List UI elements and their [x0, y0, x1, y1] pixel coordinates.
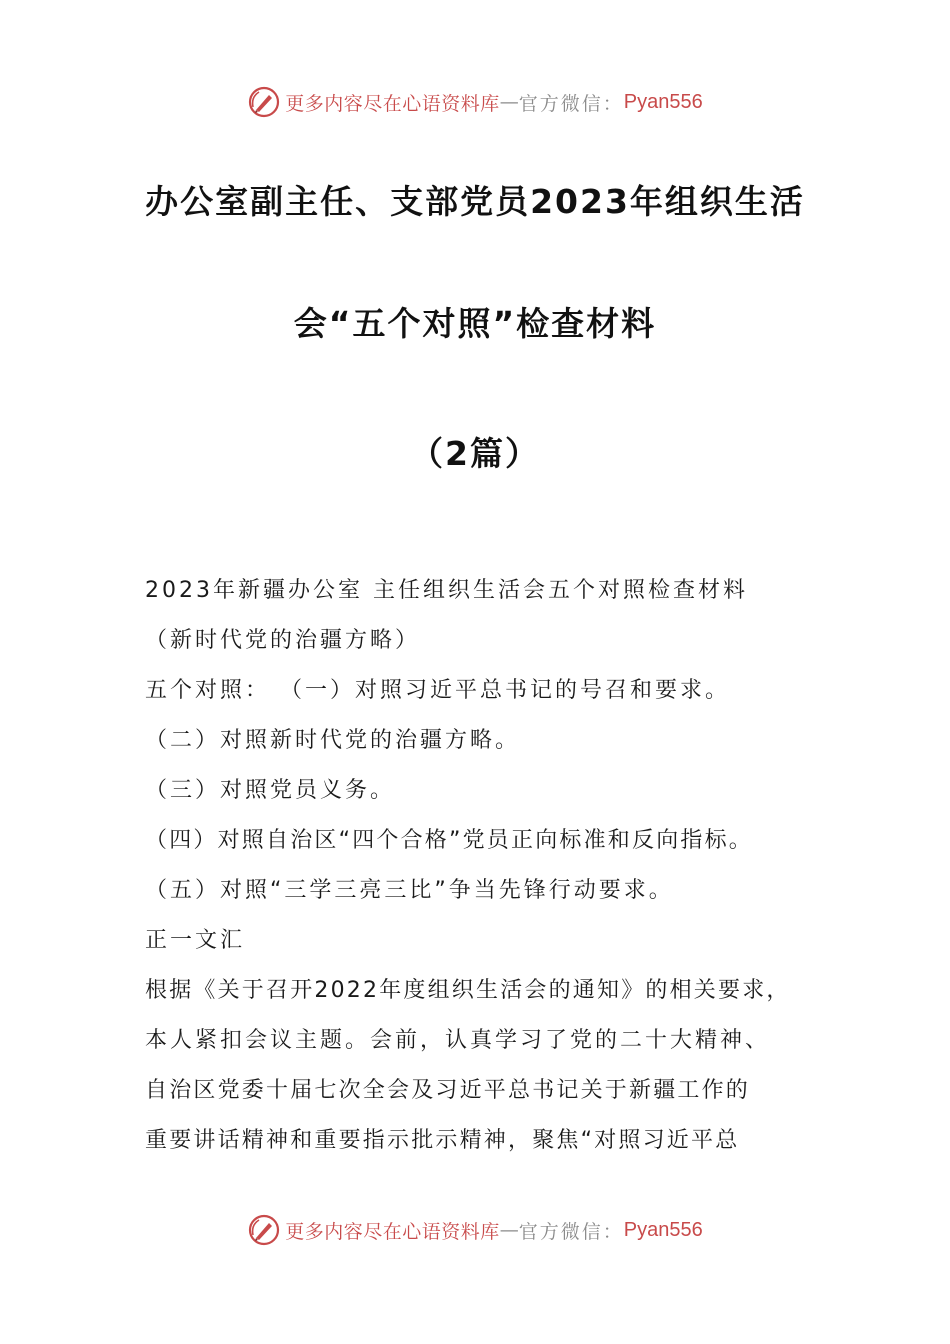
watermark-handle: Pyan556 — [623, 90, 703, 113]
watermark-dash: — — [499, 91, 519, 113]
body-paragraph-line: 根据《关于召开2022年度组织生活会的通知》的相关要求， — [145, 978, 791, 1003]
header-watermark — [0, 82, 950, 122]
pen-logo-icon — [247, 1213, 281, 1247]
body-paragraph-line: 重要讲话精神和重要指示批示精神，聚焦“对照习近平总 — [145, 1128, 740, 1153]
footer-watermark — [0, 1210, 950, 1250]
body-line-item-4: （四）对照自治区“四个合格”党员正向标准和反向指标。 — [145, 828, 753, 853]
watermark-wechat-label: 官方微信： — [518, 92, 624, 115]
document-body — [145, 566, 815, 1166]
body-line-item-3: （三）对照党员义务。 — [145, 778, 396, 803]
body-line-subtitle: 2023年新疆办公室 主任组织生活会五个对照检查材料 — [145, 578, 748, 603]
document-title-line-1: 办公室副主任、支部党员2023年组织生活 — [145, 182, 805, 221]
body-line-item-5: （五）对照“三学三亮三比”争当先锋行动要求。 — [145, 878, 674, 903]
body-line-item-2: （二）对照新时代党的治疆方略。 — [145, 728, 521, 753]
watermark-lead-text: 更多内容尽在心语资料库 — [285, 92, 500, 115]
document-title-count: （2篇） — [410, 434, 540, 473]
watermark-dash: — — [499, 1219, 519, 1241]
body-paragraph-line: 本人紧扣会议主题。会前，认真学习了党的二十大精神、 — [145, 1028, 771, 1053]
watermark-handle: Pyan556 — [623, 1218, 703, 1241]
document-title-line-2: 会“五个对照”检查材料 — [293, 304, 657, 343]
watermark-lead-text: 更多内容尽在心语资料库 — [285, 1220, 500, 1243]
watermark-wechat-label: 官方微信： — [518, 1220, 624, 1243]
pen-logo-icon — [247, 85, 281, 119]
body-paragraph-line: 自治区党委十届七次全会及习近平总书记关于新疆工作的 — [145, 1078, 751, 1103]
body-line-five-comparisons: 五个对照： （一）对照习近平总书记的号召和要求。 — [145, 678, 730, 703]
body-line-subtitle-note: （新时代党的治疆方略） — [145, 628, 421, 653]
body-line-section-label: 正一文汇 — [145, 928, 246, 953]
